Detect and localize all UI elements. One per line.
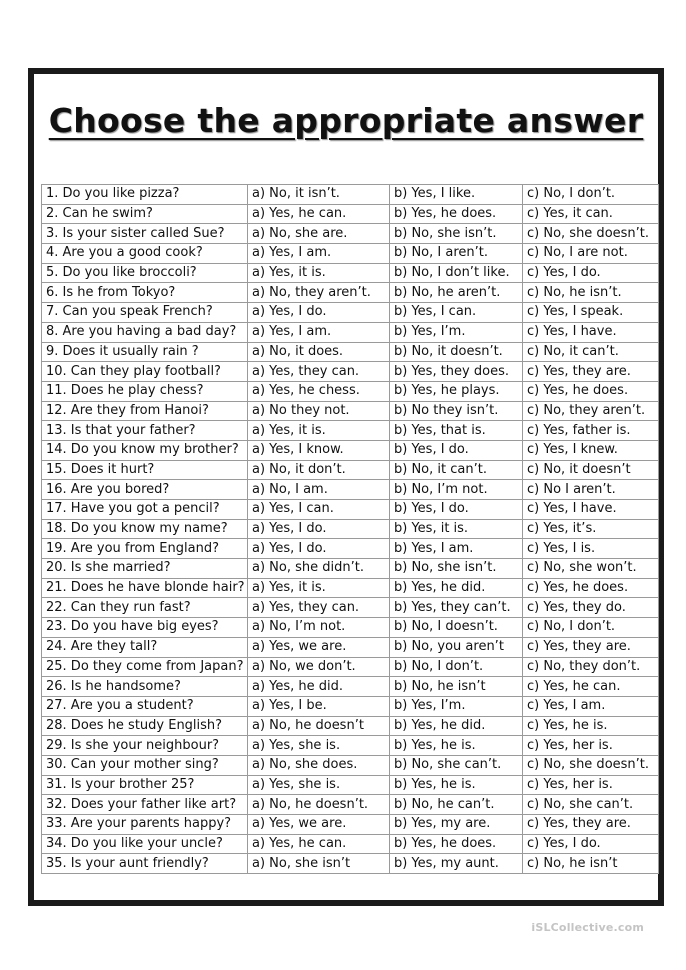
table-row [42,795,659,815]
question-cell: 22. Can they run fast? [42,598,248,618]
option-b-cell: b) Yes, he does. [390,204,523,224]
option-b-cell: b) Yes, he is. [390,775,523,795]
option-c-cell: c) No, she doesn’t. [523,224,659,244]
option-c-cell: c) No, it can’t. [523,342,659,362]
option-a-cell: a) Yes, he chess. [248,381,390,401]
option-c-cell: c) Yes, he does. [523,381,659,401]
table-row [42,500,659,520]
option-a-cell: a) Yes, I know. [248,440,390,460]
question-cell: 21. Does he have blonde hair? [42,578,248,598]
worksheet-title: Choose the appropriate answer [48,101,644,140]
option-a-cell: a) No, I am. [248,480,390,500]
option-b-cell: b) Yes, that is. [390,421,523,441]
table-row [42,834,659,854]
option-a-cell: a) Yes, I can. [248,500,390,520]
question-cell: 3. Is your sister called Sue? [42,224,248,244]
option-a-cell: a) Yes, they can. [248,362,390,382]
option-c-cell: c) Yes, they do. [523,598,659,618]
option-c-cell: c) Yes, they are. [523,637,659,657]
question-cell: 19. Are you from England? [42,539,248,559]
table-row [42,559,659,579]
option-c-cell: c) No, she won’t. [523,559,659,579]
option-a-cell: a) Yes, she is. [248,736,390,756]
option-c-cell: c) Yes, father is. [523,421,659,441]
option-a-cell: a) Yes, I am. [248,322,390,342]
option-c-cell: c) Yes, it’s. [523,519,659,539]
question-cell: 18. Do you know my name? [42,519,248,539]
option-c-cell: c) Yes, he is. [523,716,659,736]
option-a-cell: a) Yes, it is. [248,263,390,283]
option-b-cell: b) No, I aren’t. [390,244,523,264]
option-c-cell: c) Yes, I have. [523,500,659,520]
table-row [42,283,659,303]
question-cell: 20. Is she married? [42,559,248,579]
option-c-cell: c) No, they aren’t. [523,401,659,421]
table-row [42,401,659,421]
question-cell: 24. Are they tall? [42,637,248,657]
question-cell: 9. Does it usually rain ? [42,342,248,362]
option-b-cell: b) Yes, he did. [390,716,523,736]
option-c-cell: c) No, I don’t. [523,618,659,638]
table-row [42,421,659,441]
table-row [42,854,659,874]
option-b-cell: b) Yes, I do. [390,440,523,460]
option-a-cell: a) No, it don’t. [248,460,390,480]
option-c-cell: c) No, I don’t. [523,185,659,205]
table-row [42,224,659,244]
option-c-cell: c) Yes, I is. [523,539,659,559]
option-b-cell: b) Yes, I can. [390,303,523,323]
watermark: iSLCollective.com [531,921,644,934]
question-cell: 33. Are your parents happy? [42,815,248,835]
option-b-cell: b) Yes, he did. [390,578,523,598]
option-c-cell: c) Yes, I speak. [523,303,659,323]
option-c-cell: c) Yes, I do. [523,834,659,854]
option-a-cell: a) Yes, we are. [248,815,390,835]
question-cell: 17. Have you got a pencil? [42,500,248,520]
question-cell: 30. Can your mother sing? [42,755,248,775]
option-b-cell: b) Yes, I’m. [390,322,523,342]
option-a-cell: a) Yes, he can. [248,834,390,854]
option-b-cell: b) Yes, I’m. [390,696,523,716]
question-cell: 14. Do you know my brother? [42,440,248,460]
table-row [42,244,659,264]
option-c-cell: c) Yes, they are. [523,815,659,835]
option-c-cell: c) No, they don’t. [523,657,659,677]
option-b-cell: b) Yes, I am. [390,539,523,559]
option-a-cell: a) No, she are. [248,224,390,244]
question-cell: 6. Is he from Tokyo? [42,283,248,303]
table-row [42,519,659,539]
question-cell: 4. Are you a good cook? [42,244,248,264]
table-row [42,657,659,677]
table-row [42,342,659,362]
option-a-cell: a) Yes, I be. [248,696,390,716]
option-b-cell: b) No, you aren’t [390,637,523,657]
option-b-cell: b) No, it doesn’t. [390,342,523,362]
option-b-cell: b) Yes, they does. [390,362,523,382]
option-b-cell: b) Yes, it is. [390,519,523,539]
option-b-cell: b) No, I doesn’t. [390,618,523,638]
option-c-cell: c) No, I are not. [523,244,659,264]
option-b-cell: b) Yes, he plays. [390,381,523,401]
option-a-cell: a) No, I’m not. [248,618,390,638]
option-a-cell: a) No, it does. [248,342,390,362]
question-cell: 32. Does your father like art? [42,795,248,815]
option-a-cell: a) No, he doesn’t. [248,795,390,815]
option-c-cell: c) Yes, I do. [523,263,659,283]
table-row [42,263,659,283]
option-a-cell: a) Yes, they can. [248,598,390,618]
option-a-cell: a) No, he doesn’t [248,716,390,736]
question-cell: 11. Does he play chess? [42,381,248,401]
table-row [42,362,659,382]
table-row [42,736,659,756]
option-a-cell: a) Yes, I am. [248,244,390,264]
option-b-cell: b) Yes, my are. [390,815,523,835]
table-row [42,755,659,775]
table-row [42,460,659,480]
table-row [42,440,659,460]
question-cell: 28. Does he study English? [42,716,248,736]
option-b-cell: b) No, she isn’t. [390,224,523,244]
option-c-cell: c) No, it doesn’t [523,460,659,480]
option-c-cell: c) No, she can’t. [523,795,659,815]
option-b-cell: b) No they isn’t. [390,401,523,421]
option-b-cell: b) Yes, I do. [390,500,523,520]
question-cell: 29. Is she your neighbour? [42,736,248,756]
table-row [42,539,659,559]
option-a-cell: a) No, she does. [248,755,390,775]
question-cell: 12. Are they from Hanoi? [42,401,248,421]
question-cell: 2. Can he swim? [42,204,248,224]
option-a-cell: a) No, we don’t. [248,657,390,677]
question-cell: 13. Is that your father? [42,421,248,441]
option-c-cell: c) Yes, he does. [523,578,659,598]
table-row [42,303,659,323]
question-cell: 1. Do you like pizza? [42,185,248,205]
table-row [42,618,659,638]
option-c-cell: c) Yes, I knew. [523,440,659,460]
question-cell: 10. Can they play football? [42,362,248,382]
table-row [42,322,659,342]
question-cell: 7. Can you speak French? [42,303,248,323]
option-a-cell: a) Yes, he did. [248,677,390,697]
option-a-cell: a) No, they aren’t. [248,283,390,303]
option-b-cell: b) No, I don’t. [390,657,523,677]
question-cell: 26. Is he handsome? [42,677,248,697]
option-b-cell: b) No, I’m not. [390,480,523,500]
option-b-cell: b) Yes, they can’t. [390,598,523,618]
table-row [42,381,659,401]
option-c-cell: c) Yes, her is. [523,775,659,795]
option-a-cell: a) Yes, it is. [248,421,390,441]
question-cell: 25. Do they come from Japan? [42,657,248,677]
question-cell: 8. Are you having a bad day? [42,322,248,342]
option-b-cell: b) No, he can’t. [390,795,523,815]
option-b-cell: b) Yes, I like. [390,185,523,205]
option-b-cell: b) Yes, he does. [390,834,523,854]
option-a-cell: a) No, she isn’t [248,854,390,874]
option-a-cell: a) Yes, it is. [248,578,390,598]
option-c-cell: c) No, she doesn’t. [523,755,659,775]
question-cell: 34. Do you like your uncle? [42,834,248,854]
table-row [42,696,659,716]
option-b-cell: b) No, she isn’t. [390,559,523,579]
option-c-cell: c) No I aren’t. [523,480,659,500]
question-cell: 15. Does it hurt? [42,460,248,480]
question-cell: 31. Is your brother 25? [42,775,248,795]
option-b-cell: b) No, she can’t. [390,755,523,775]
table-row [42,598,659,618]
option-b-cell: b) No, he aren’t. [390,283,523,303]
option-c-cell: c) No, he isn’t [523,854,659,874]
option-a-cell: a) Yes, she is. [248,775,390,795]
table-row [42,815,659,835]
option-a-cell: a) Yes, I do. [248,519,390,539]
table-row [42,480,659,500]
table-row [42,716,659,736]
option-a-cell: a) Yes, I do. [248,539,390,559]
option-a-cell: a) No they not. [248,401,390,421]
table-row [42,204,659,224]
option-c-cell: c) Yes, I have. [523,322,659,342]
option-b-cell: b) Yes, he is. [390,736,523,756]
option-c-cell: c) No, he isn’t. [523,283,659,303]
option-c-cell: c) Yes, he can. [523,677,659,697]
question-cell: 23. Do you have big eyes? [42,618,248,638]
option-a-cell: a) No, she didn’t. [248,559,390,579]
worksheet-frame [28,68,664,906]
table-row [42,578,659,598]
answer-table-body [42,185,659,874]
option-c-cell: c) Yes, I am. [523,696,659,716]
table-row [42,185,659,205]
option-b-cell: b) Yes, my aunt. [390,854,523,874]
option-a-cell: a) Yes, we are. [248,637,390,657]
option-c-cell: c) Yes, they are. [523,362,659,382]
option-b-cell: b) No, it can’t. [390,460,523,480]
option-c-cell: c) Yes, her is. [523,736,659,756]
table-row [42,637,659,657]
question-cell: 16. Are you bored? [42,480,248,500]
answer-table [41,184,659,874]
question-cell: 35. Is your aunt friendly? [42,854,248,874]
option-a-cell: a) Yes, I do. [248,303,390,323]
question-cell: 27. Are you a student? [42,696,248,716]
option-b-cell: b) No, he isn’t [390,677,523,697]
table-row [42,775,659,795]
option-a-cell: a) Yes, he can. [248,204,390,224]
option-b-cell: b) No, I don’t like. [390,263,523,283]
table-row [42,677,659,697]
option-a-cell: a) No, it isn’t. [248,185,390,205]
question-cell: 5. Do you like broccoli? [42,263,248,283]
option-c-cell: c) Yes, it can. [523,204,659,224]
